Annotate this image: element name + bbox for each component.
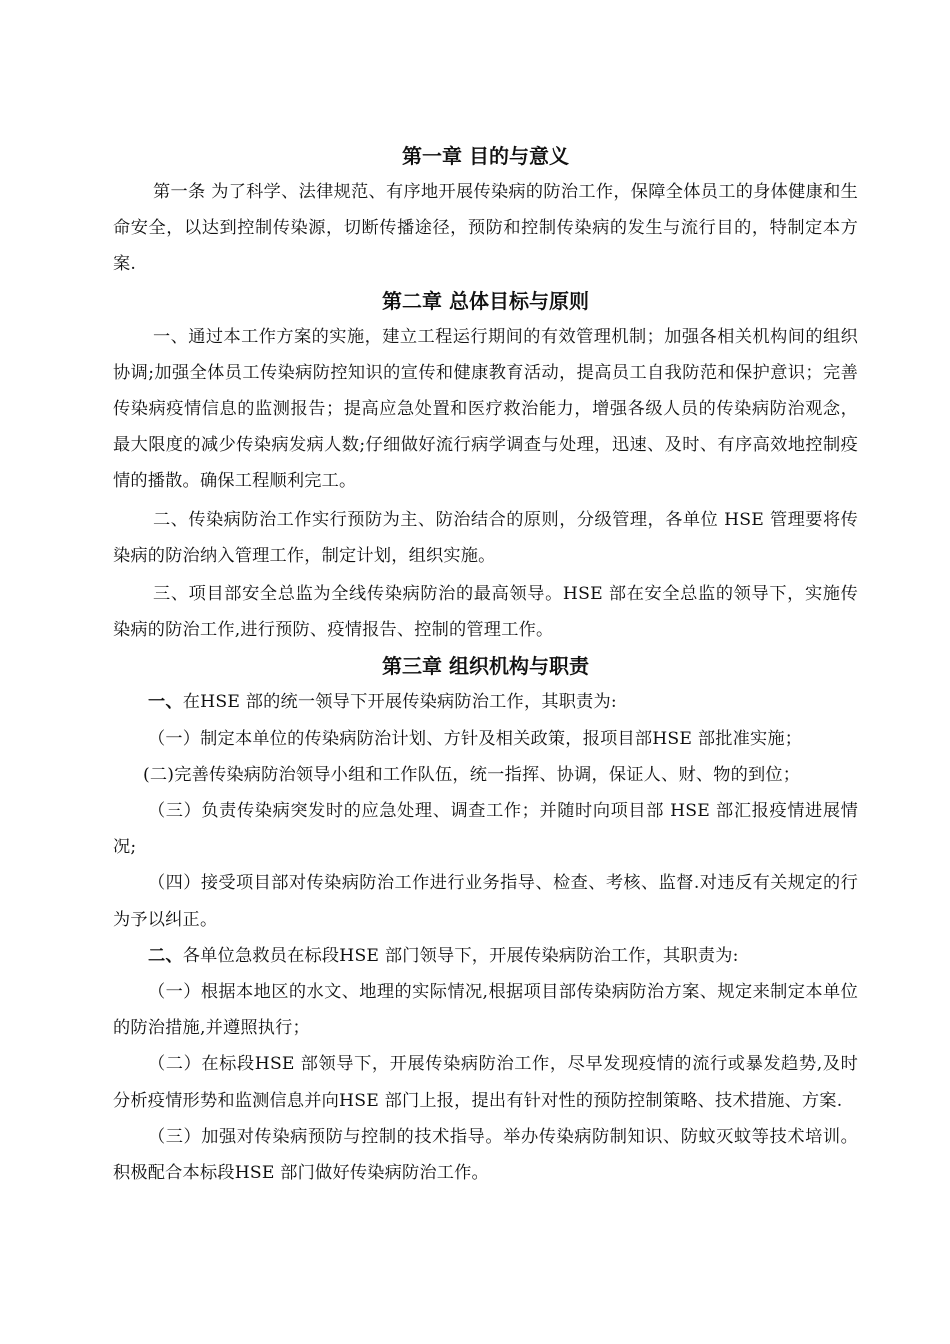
document-body [113,138,858,1191]
section-2-number: 二、 [148,945,183,966]
section-1-number: 一、 [148,692,183,713]
section-1-item-3: （三）负责传染病突发时的应急处理、调查工作；并随时向项目部 HSE 部汇报疫情进展情况; [113,801,858,858]
section-2-item-3: （三）加强对传染病预防与控制的技术指导。举办传染病防制知识、防蚊灭蚊等技术培训。积极配合本标段HSE 部门做好传染病防治工作。 [113,1126,858,1184]
chapter-2-title: 第二章 总体目标与原则 [382,288,589,313]
chapter-3-section-2-heading [113,938,858,974]
chapter-3-title: 第三章 组织机构与职责 [382,654,589,679]
chapter-2-paragraph-3: 三、项目部安全总监为全线传染病防治的最高领导。HSE 部在安全总监的领导下，实施传染病的防治工作,进行预防、疫情报告、控制的管理工作。 [113,584,858,641]
chapter-2-paragraph-2: 二、传染病防治工作实行预防为主、防治结合的原则，分级管理，各单位 HSE 管理要将传染病的防治纳入管理工作，制定计划，组织实施。 [113,509,858,566]
section-1-item-2: (二)完善传染病防治领导小组和工作队伍，统一指挥、协调，保证人、财、物的到位； [143,764,801,785]
section-1-item-4: （四）接受项目部对传染病防治工作进行业务指导、检查、考核、监督.对违反有关规定的行为予以纠正。 [113,873,858,930]
section-2-item-2: （二）在标段HSE 部领导下，开展传染病防治工作，尽早发现疫情的流行或暴发趋势,及时分析疫情形势和监测信息并向HSE 部门上报，提出有针对性的预防控制策略、技术措施、方案. [113,1054,858,1111]
section-2-item-1: （一）根据本地区的水文、地理的实际情况,根据项目部传染病防治方案、规定来制定本单位的防治措施,并遵照执行； [113,982,858,1039]
chapter-2-paragraph-1: 一、通过本工作方案的实施，建立工程运行期间的有效管理机制；加强各相关机构间的组织协调;加强全体员工传染病防控知识的宣传和健康教育活动，提高员工自我防范和保护意识；完善传染病疫情信息的监测报告；提高应急处置和医疗救治能力，增强各级人员的传染病防治观念，最大限度的减少传染病发病人数;仔细做好流行病学调查与处理，迅速、及时、有序高效地控制疫情的播散。确保工程顺利完工。 [113,326,858,492]
section-2-text: 各单位急救员在标段HSE 部门领导下，开展传染病防治工作，其职责为: [182,945,739,966]
chapter-3-section-1-heading [113,684,858,720]
chapter-1-title: 第一章 目的与意义 [402,144,569,168]
section-1-item-1: （一）制定本单位的传染病防治计划、方针及相关政策，报项目部HSE 部批准实施； [148,728,803,749]
chapter-1-paragraph: 第一条 为了科学、法律规范、有序地开展传染病的防治工作，保障全体员工的身体健康和生命安全，以达到控制传染源，切断传播途径，预防和控制传染病的发生与流行目的，特制定本方案. [113,182,858,275]
section-1-text: 在HSE 部的统一领导下开展传染病防治工作，其职责为: [182,692,617,713]
